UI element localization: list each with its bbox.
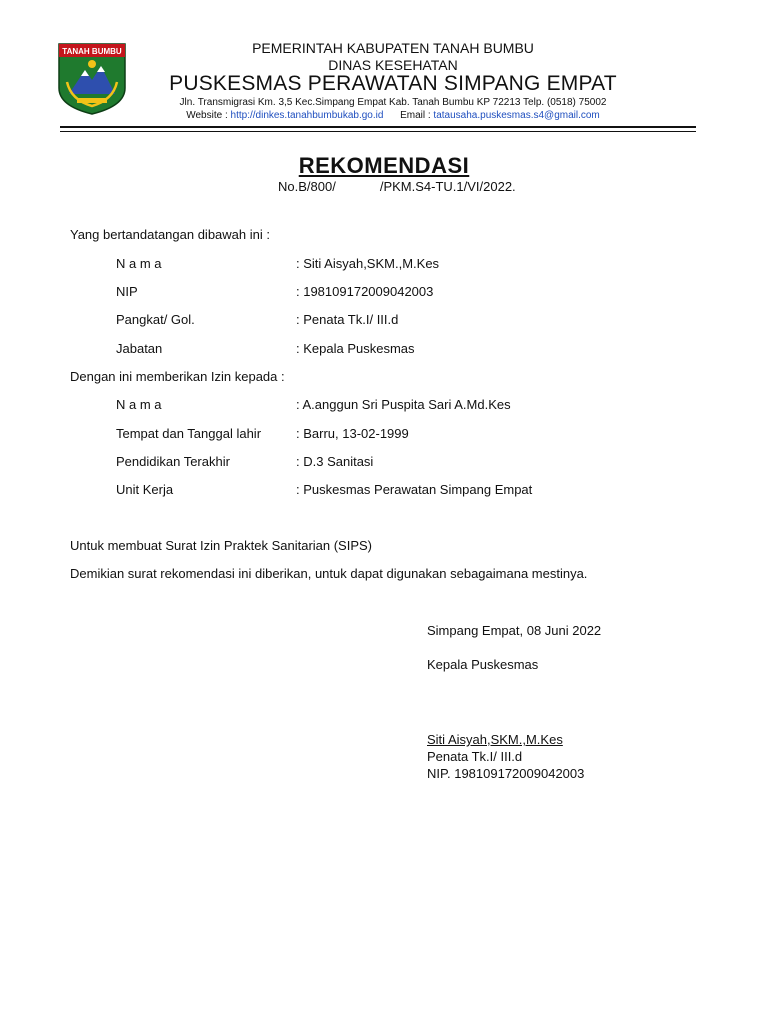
letterhead-contact — [148, 110, 638, 121]
regency-emblem-logo — [57, 42, 127, 116]
recipient-education-label: Pendidikan Terakhir — [116, 454, 230, 469]
signer-nip-value: : 198109172009042003 — [296, 284, 434, 299]
logo-text: TANAH BUMBU — [62, 47, 122, 56]
grant-intro-text: Dengan ini memberikan Izin kepada : — [70, 369, 285, 384]
recipient-birth-label: Tempat dan Tanggal lahir — [116, 426, 262, 441]
website-label: Website : — [186, 110, 231, 121]
signature-position: Kepala Puskesmas — [427, 657, 539, 672]
signer-rank-label: Pangkat/ Gol. — [116, 312, 195, 327]
letterhead-divider-thin — [60, 131, 696, 132]
recipient-education-value: : D.3 Sanitasi — [296, 454, 374, 469]
intro-text: Yang bertandatangan dibawah ini : — [70, 227, 270, 242]
letterhead-address: Jln. Transmigrasi Km. 3,5 Kec.Simpang Empat Kab. Tanah Bumbu KP 72213 Telp. (0518) 75002 — [179, 97, 607, 108]
recipient-name-value: : A.anggun Sri Puspita Sari A.Md.Kes — [296, 397, 511, 412]
website-link[interactable]: http://dinkes.tanahbumbukab.go.id — [230, 110, 384, 121]
letterhead-department: DINAS KESEHATAN — [328, 57, 458, 73]
signer-position-label: Jabatan — [116, 341, 163, 356]
document-title: REKOMENDASI — [298, 153, 470, 178]
closing-text: Demikian surat rekomendasi ini diberikan, untuk dapat digunakan sebagaimana mestinya. — [70, 566, 588, 581]
letterhead-divider-thick — [60, 126, 696, 128]
signer-position-value: : Kepala Puskesmas — [296, 341, 415, 356]
signature-name: Siti Aisyah,SKM.,M.Kes — [427, 732, 563, 747]
recipient-birth-value: : Barru, 13-02-1999 — [296, 426, 409, 441]
signer-nip-label: NIP — [116, 284, 138, 299]
email-label: Email : — [400, 110, 434, 121]
signature-place-date: Simpang Empat, 08 Juni 2022 — [427, 623, 602, 638]
signature-nip: NIP. 198109172009042003 — [427, 766, 585, 781]
signer-name-label: N a m a — [116, 256, 162, 271]
letterhead-government: PEMERINTAH KABUPATEN TANAH BUMBU — [252, 40, 534, 56]
signer-name-value: : Siti Aisyah,SKM.,M.Kes — [296, 256, 440, 271]
document-number — [278, 179, 516, 194]
recipient-unit-label: Unit Kerja — [116, 482, 174, 497]
letterhead-institution: PUSKESMAS PERAWATAN SIMPANG EMPAT — [169, 72, 617, 95]
number-prefix: No.B/800/ — [278, 179, 336, 194]
recipient-name-label: N a m a — [116, 397, 162, 412]
signer-rank-value: : Penata Tk.I/ III.d — [296, 312, 399, 327]
signature-rank: Penata Tk.I/ III.d — [427, 749, 523, 764]
number-suffix: /PKM.S4-TU.1/VI/2022. — [379, 179, 516, 194]
email-link[interactable]: tatausaha.puskesmas.s4@gmail.com — [433, 110, 600, 121]
recipient-unit-value: : Puskesmas Perawatan Simpang Empat — [296, 482, 533, 497]
purpose-text: Untuk membuat Surat Izin Praktek Sanitarian (SIPS) — [70, 538, 373, 553]
